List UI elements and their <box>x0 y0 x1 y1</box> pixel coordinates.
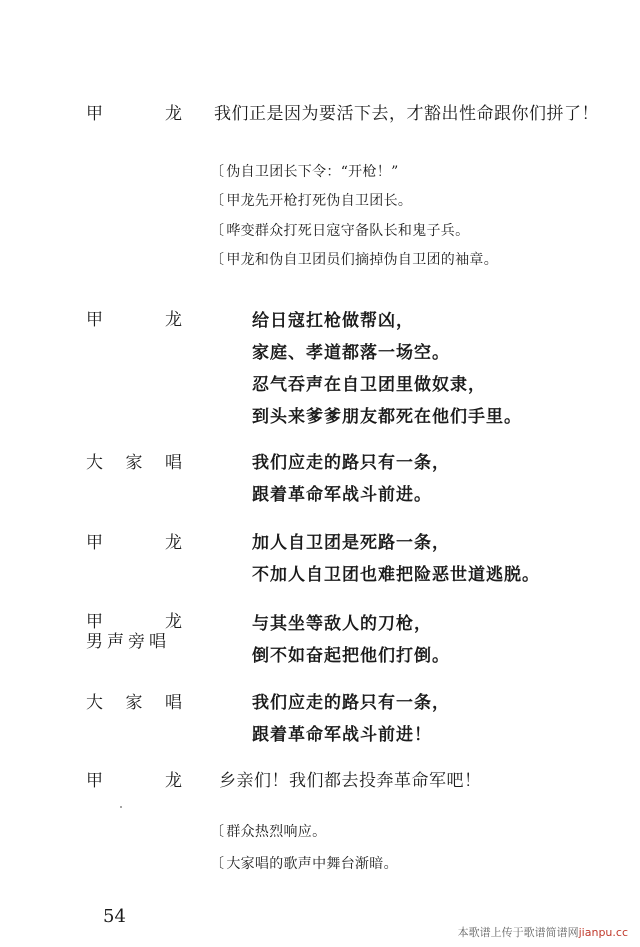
speaker-char: 甲 <box>86 771 103 791</box>
watermark-url: jianpu.cc <box>578 926 628 939</box>
speaker-jialong-3 <box>86 533 182 553</box>
speaker-char: 甲 <box>86 612 103 632</box>
speaker-char: 大 <box>86 693 103 713</box>
page-number: 54 <box>103 906 126 927</box>
stage-direction: 〔 大家唱的歌声中舞台渐暗。 <box>210 856 398 872</box>
lyric-line: 我们应走的路只有一条， <box>252 693 450 713</box>
speaker-char: 龙 <box>165 533 182 553</box>
bracket-mark: 〔 <box>210 223 225 239</box>
lyric-line: 家庭、孝道都落一场空。 <box>252 343 450 363</box>
speaker-char: 大 <box>86 453 103 473</box>
speaker-jialong-1 <box>86 104 182 124</box>
speaker-char: 龙 <box>165 612 182 632</box>
stage-direction: 〔 伪自卫团长下令：“开枪！” <box>210 164 399 180</box>
speaker-char: 家 <box>125 453 143 473</box>
lyric-line: 跟着革命军战斗前进！ <box>252 725 432 745</box>
bracket-mark: 〔 <box>210 824 225 840</box>
lyric-line: 与其坐等敌人的刀枪， <box>252 614 432 634</box>
stage-direction: 〔 甲龙先开枪打死伪自卫团长。 <box>210 193 413 209</box>
speaker-char: 龙 <box>165 771 182 791</box>
bracket-mark: 〔 <box>210 164 225 180</box>
lyric-line: 跟着革命军战斗前进。 <box>252 485 432 505</box>
lyric-line: 给日寇扛枪做帮凶， <box>252 311 414 331</box>
speaker-char: 唱 <box>165 453 182 473</box>
lyric-line: 倒不如奋起把他们打倒。 <box>252 646 450 666</box>
speaker-jialong-5 <box>86 771 182 791</box>
speaker-char: 甲 <box>86 104 103 124</box>
speaker-char: 唱 <box>165 693 182 713</box>
speaker-chorus-2 <box>86 693 182 713</box>
watermark-text: 本歌谱上传于歌谱简谱网 <box>457 926 579 939</box>
speaker-chorus-1 <box>86 453 182 473</box>
print-speck <box>120 806 122 808</box>
speaker-char: 家 <box>125 693 143 713</box>
dialogue-line: 乡亲们！我们都去投奔革命军吧！ <box>219 771 482 791</box>
speaker-jialong-2 <box>86 310 182 330</box>
lyric-line: 我们应走的路只有一条， <box>252 453 450 473</box>
speaker-male-voice: 男声旁唱 <box>86 632 170 652</box>
bracket-mark: 〔 <box>210 252 225 268</box>
dialogue-line: 我们正是因为要活下去，才豁出性命跟你们拼了！ <box>214 104 599 124</box>
bracket-mark: 〔 <box>210 856 225 872</box>
lyric-line: 不加人自卫团也难把险恶世道逃脱。 <box>252 565 540 585</box>
lyric-line: 加人自卫团是死路一条， <box>252 533 450 553</box>
stage-direction: 〔 甲龙和伪自卫团员们摘掉伪自卫团的袖章。 <box>210 252 499 268</box>
speaker-char: 甲 <box>86 310 103 330</box>
watermark <box>458 924 628 940</box>
lyric-line: 忍气吞声在自卫团里做奴隶， <box>252 375 486 395</box>
speaker-char: 甲 <box>86 533 103 553</box>
speaker-char: 龙 <box>165 104 182 124</box>
lyric-line: 到头来爹爹朋友都死在他们手里。 <box>252 407 522 427</box>
speaker-char: 龙 <box>165 310 182 330</box>
stage-direction: 〔 群众热烈响应。 <box>210 824 327 840</box>
stage-direction: 〔 哗变群众打死日寇守备队长和鬼子兵。 <box>210 223 470 239</box>
bracket-mark: 〔 <box>210 193 225 209</box>
speaker-jialong-4 <box>86 612 182 652</box>
